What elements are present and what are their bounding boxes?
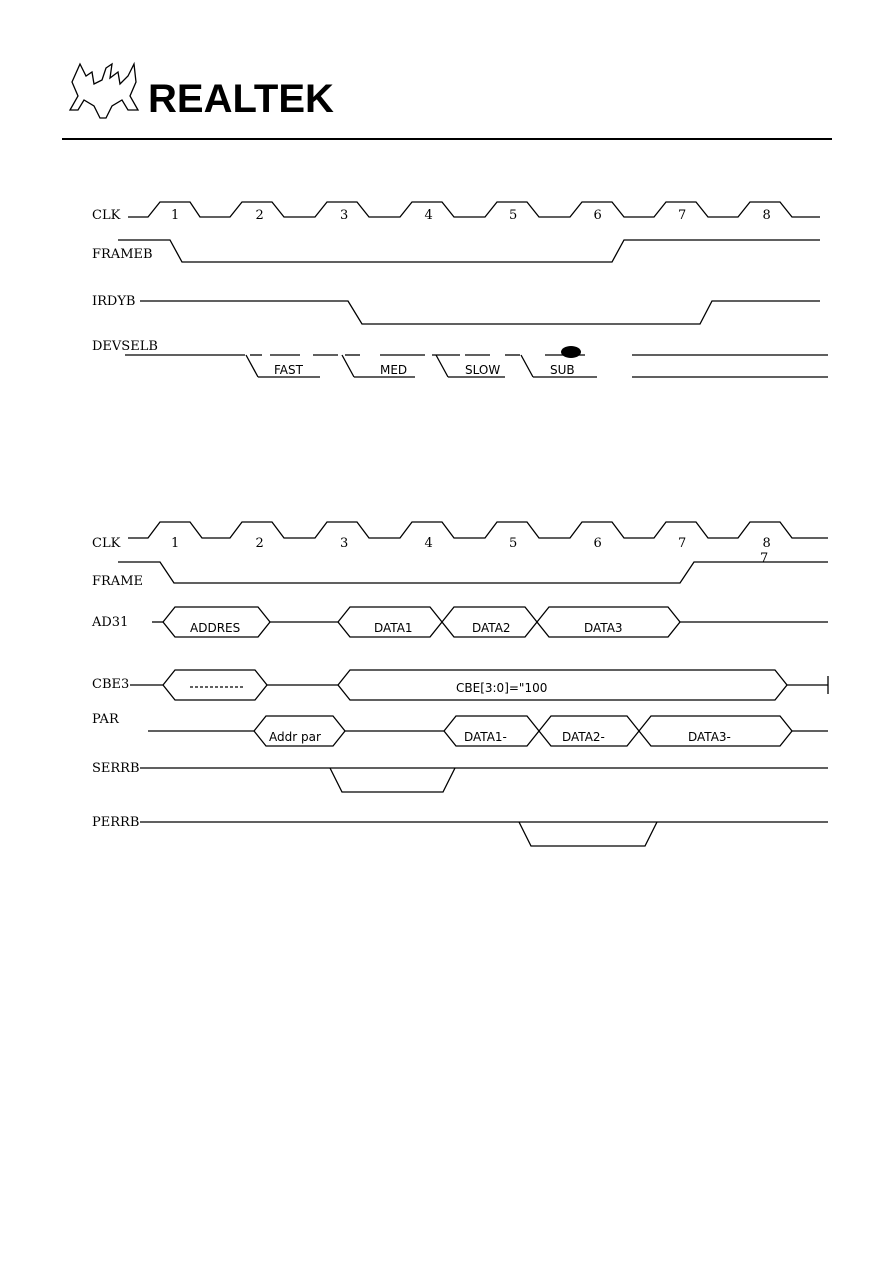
- diagram1-clock-number-1: 1: [171, 208, 180, 223]
- frameb-waveform: [118, 240, 820, 262]
- ad-bus-data1: DATA1: [374, 621, 413, 635]
- devsel-sub-label: SUB: [550, 363, 575, 377]
- ad-bus-data3: DATA3: [584, 621, 623, 635]
- perrb-waveform: [140, 822, 828, 846]
- clk-waveform-2: [128, 522, 828, 538]
- diagram2: [91, 522, 828, 846]
- signal-label-par: PAR: [92, 712, 119, 727]
- diagram1-clock-number-3: 3: [340, 208, 349, 223]
- diagram2-clock-number-1: 1: [171, 536, 180, 551]
- signal-label-frame: FRAME: [92, 574, 143, 589]
- cbe-bus-value: CBE[3:0]="100: [456, 681, 548, 695]
- signal-label-clk: CLK: [92, 208, 121, 223]
- par-bus-data1: DATA1-: [464, 730, 507, 744]
- frame-waveform: [118, 562, 828, 583]
- ad-bus-data2: DATA2: [472, 621, 511, 635]
- signal-label-serrb: SERRB: [92, 761, 140, 776]
- signal-label-ad31: AD31: [92, 615, 129, 630]
- signal-label-irdyb: IRDYB: [92, 294, 136, 309]
- diagram1-clock-number-8: 8: [762, 208, 771, 223]
- par-bus-data2: DATA2-: [562, 730, 605, 744]
- serrb-waveform: [140, 768, 828, 792]
- diagram2-clock-number-2: 2: [255, 536, 264, 551]
- diagram2-clock-number-4: 4: [424, 536, 433, 551]
- clk-waveform: [128, 202, 820, 217]
- devsel-fast-label: FAST: [274, 363, 303, 377]
- realtek-logo-icon: [70, 64, 138, 118]
- signal-label-cbe3: CBE3: [92, 677, 130, 692]
- par-bus-data3: DATA3-: [688, 730, 731, 744]
- par-bus-addr: Addr par: [269, 730, 321, 744]
- diagram1-clock-number-2: 2: [255, 208, 264, 223]
- signal-label-perrb: PERRB: [92, 815, 140, 830]
- irdyb-waveform: [140, 301, 820, 324]
- signal-label-devselb: DEVSELB: [92, 339, 158, 354]
- diagram2-clock-number-5: 5: [509, 536, 518, 551]
- devsel-slow-label: SLOW: [465, 363, 501, 377]
- diagram1-clock-number-4: 4: [424, 208, 433, 223]
- diagram1-clock-number-6: 6: [593, 208, 602, 223]
- diagram2-clock-number-8: 8: [762, 536, 771, 551]
- signal-label-frameb: FRAMEB: [92, 247, 153, 262]
- ad-bus-addres: ADDRES: [190, 621, 241, 635]
- diagram1: [92, 202, 828, 377]
- diagram2-clock-number-6: 6: [593, 536, 602, 551]
- brand-name: REALTEK: [148, 77, 334, 121]
- diagram1-clock-number-5: 5: [509, 208, 518, 223]
- diagram2-clock-number-7: 7: [678, 536, 687, 551]
- clock-number-extra: 7: [760, 551, 769, 566]
- diagram2-clock-number-3: 3: [340, 536, 349, 551]
- signal-label-clk-2: CLK: [92, 536, 121, 551]
- diagram1-clock-number-7: 7: [678, 208, 687, 223]
- devsel-med-label: MED: [380, 363, 408, 377]
